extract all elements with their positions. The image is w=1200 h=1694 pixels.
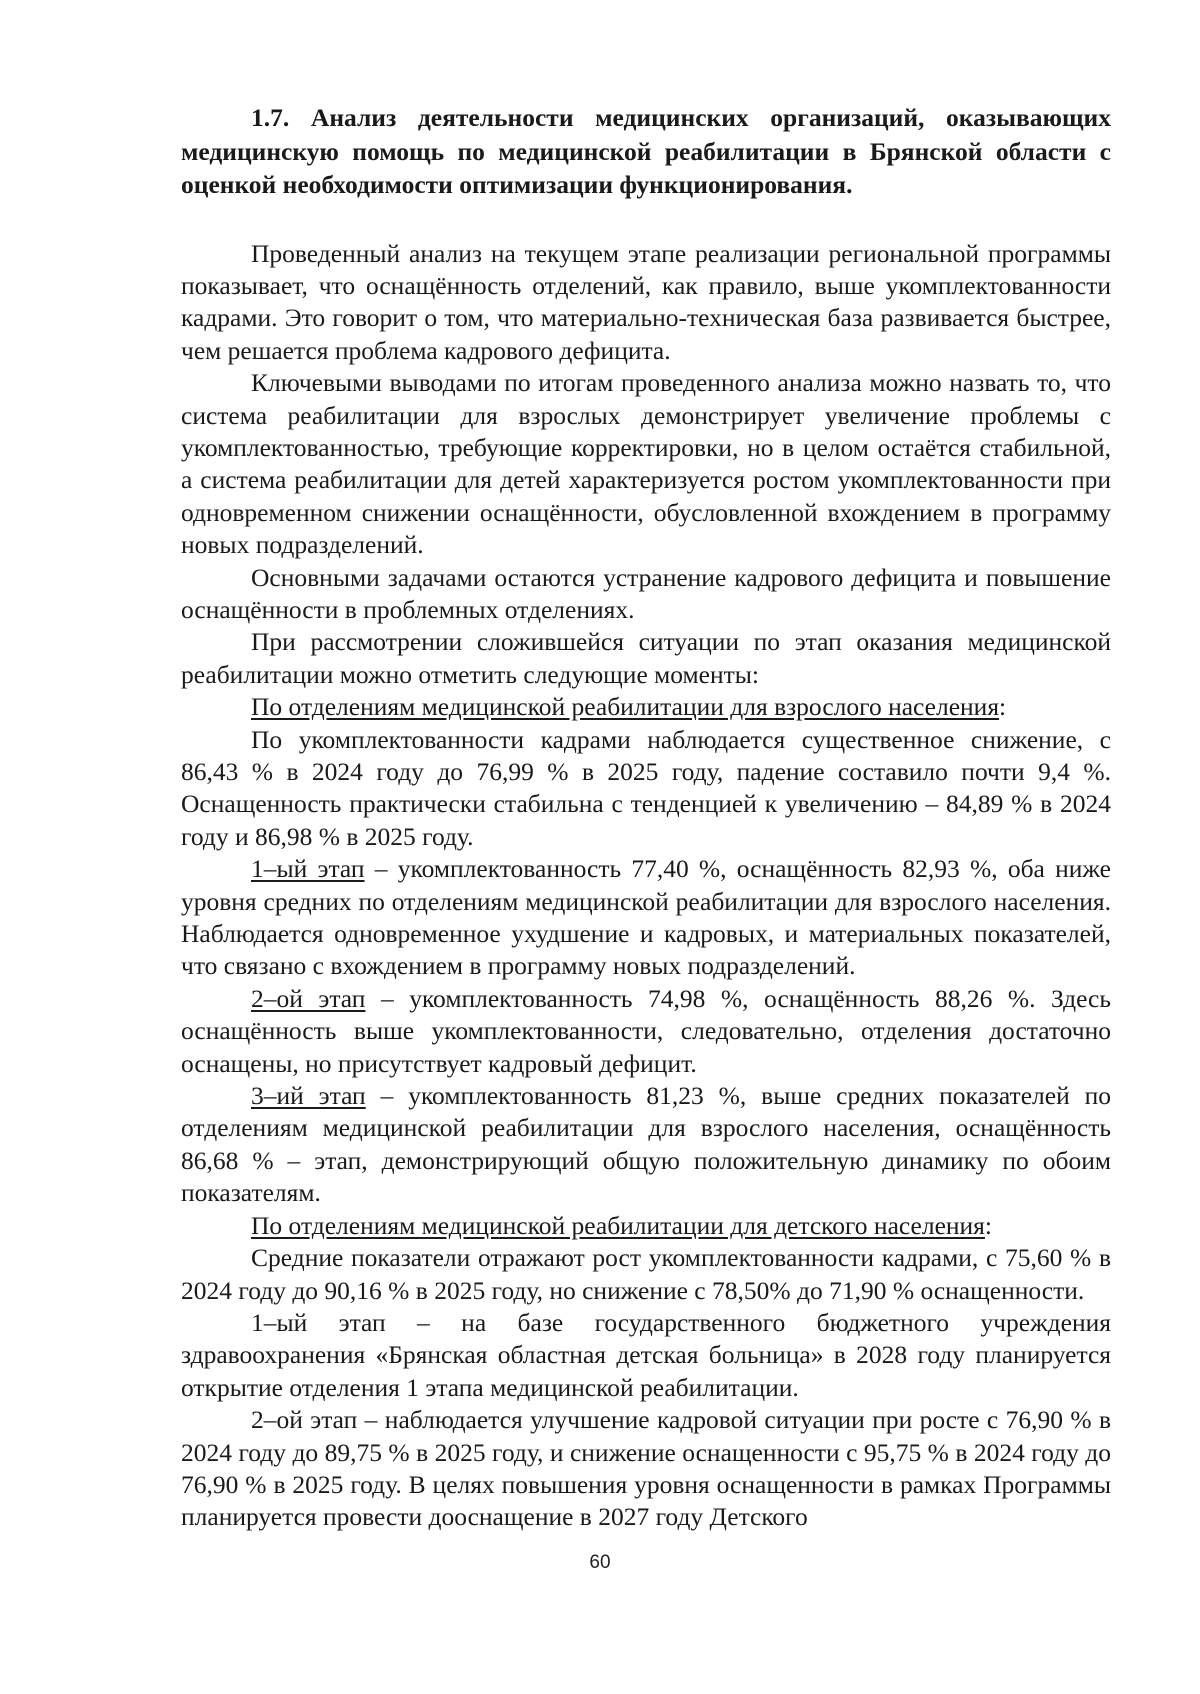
adult-stage-1-label: 1–ый этап bbox=[251, 854, 365, 884]
paragraph-adult-stage-2 bbox=[181, 983, 1111, 1080]
paragraph-key-conclusions: Ключевыми выводами по итогам проведенного анализа можно назвать то, что система реабилитации для взрослых демонстрирует увеличение проблемы с укомплектованностью, требующие корректировки, но в целом остаётся стабильной, а система реабилитации для детей характеризуется ростом укомплектованности при одновременном снижении оснащённости, обусловленной вхождением в программу новых подразделений. bbox=[181, 368, 1111, 560]
paragraph-adult-stage-3 bbox=[181, 1080, 1111, 1210]
paragraph-analysis-summary: Проведенный анализ на текущем этапе реализации региональной программы показывает, что оснащённость отделений, как правило, выше укомплектованности кадрами. Это говорит о том, что материально-техническая база развивается быстрее, чем решается проблема кадрового дефицита. bbox=[181, 238, 1111, 365]
adult-subheading-colon: : bbox=[999, 692, 1007, 722]
paragraph-child-stage-2: 2–ой этап – наблюдается улучшение кадровой ситуации при росте с 76,90 % в 2024 году до 89,75 % в 2025 году, и снижение оснащенности с 95,75 % в 2024 году до 76,90 % в 2025 году. В целях повышения уровня оснащенности в рамках Программы планируется провести дооснащение в 2027 году Детского bbox=[181, 1405, 1111, 1532]
adult-section-subheading bbox=[181, 691, 1111, 723]
adult-stage-1-text: – укомплектованность 77,40 %, оснащённость 82,93 %, оба ниже уровня средних по отделениям медицинской реабилитации для взрослого населения. Наблюдается одновременное ухудшение и кадровых, и материальных показателей, что связано с вхождением в программу новых подразделений. bbox=[181, 854, 1111, 981]
page-number: 60 bbox=[589, 1552, 611, 1573]
document-page bbox=[181, 101, 1111, 1534]
paragraph-child-stage-1: 1–ый этап – на базе государственного бюджетного учреждения здравоохранения «Брянская областная детская больница» в 2028 году планируется открытие отделения 1 этапа медицинской реабилитации. bbox=[181, 1307, 1111, 1402]
child-section-subheading bbox=[181, 1210, 1111, 1242]
paragraph-stage-review-intro: При рассмотрении сложившейся ситуации по этап оказания медицинской реабилитации можно отметить следующие моменты: bbox=[181, 627, 1111, 689]
adult-stage-3-text: – укомплектованность 81,23 %, выше средних показателей по отделениям медицинской реабилитации для взрослого населения, оснащённость 86,68 % – этап, демонстрирующий общую положительную динамику по обоим показателям. bbox=[181, 1081, 1111, 1208]
adult-subheading-text: По отделениям медицинской реабилитации для взрослого населения bbox=[251, 692, 1000, 722]
child-subheading-text: По отделениям медицинской реабилитации для детского населения bbox=[251, 1210, 985, 1240]
paragraph-main-tasks: Основными задачами остаются устранение кадрового дефицита и повышение оснащённости в проблемных отделениях. bbox=[181, 562, 1111, 624]
paragraph-child-averages: Средние показатели отражают рост укомплектованности кадрами, с 75,60 % в 2024 году до 90,16 % в 2025 году, но снижение с 78,50% до 71,90 % оснащенности. bbox=[181, 1243, 1111, 1305]
section-heading: 1.7. Анализ деятельности медицинских организаций, оказывающих медицинскую помощь по медицинской реабилитации в Брянской области с оценкой необходимости оптимизации функционирования. bbox=[181, 103, 1111, 199]
paragraph-adult-stage-1 bbox=[181, 853, 1111, 983]
adult-stage-3-label: 3–ий этап bbox=[251, 1081, 366, 1111]
paragraph-adult-averages: По укомплектованности кадрами наблюдается существенное снижение, с 86,43 % в 2024 году до 76,99 % в 2025 году, падение составило почти 9,4 %. Оснащенность практически стабильна с тенденцией к увеличению – 84,89 % в 2024 году и 86,98 % в 2025 году. bbox=[181, 724, 1111, 851]
child-subheading-colon: : bbox=[984, 1210, 993, 1240]
adult-stage-2-text: – укомплектованность 74,98 %, оснащённость 88,26 %. Здесь оснащённость выше укомплектованности, следовательно, отделения достаточно оснащены, но присутствует кадровый дефицит. bbox=[181, 983, 1111, 1078]
adult-stage-2-label: 2–ой этап bbox=[251, 983, 366, 1013]
